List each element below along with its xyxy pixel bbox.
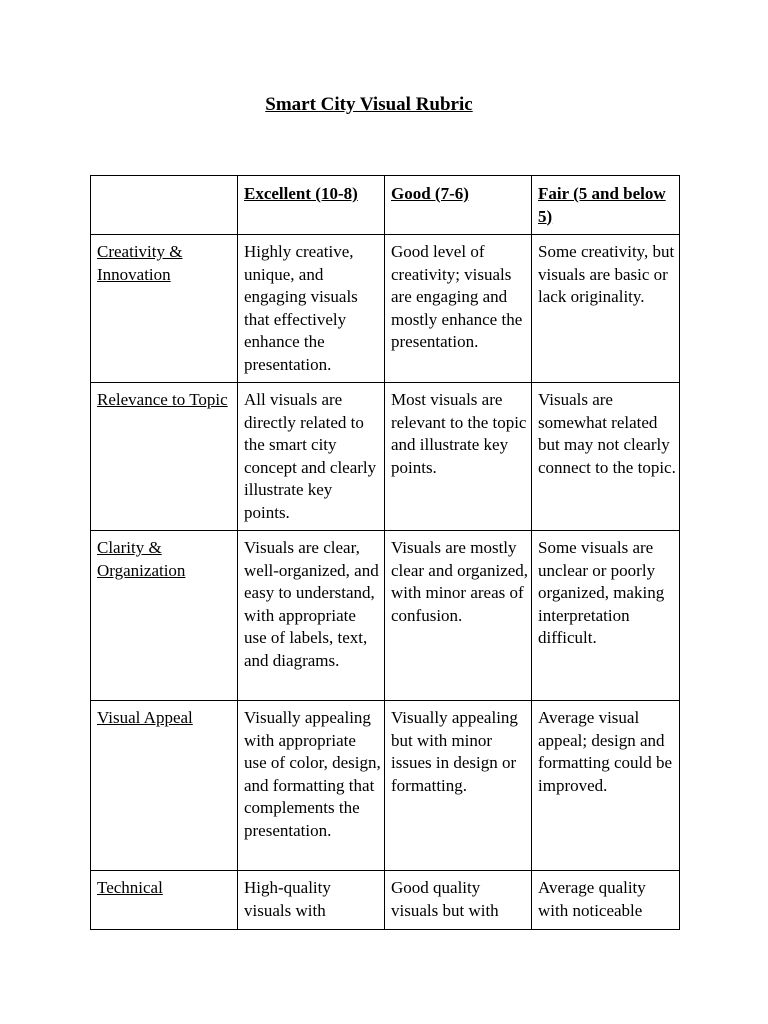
criterion-visual-appeal: Visual Appeal (91, 701, 238, 871)
header-good: Good (7-6) (385, 176, 532, 235)
criterion-creativity: Creativity & Innovation (91, 235, 238, 383)
header-corner-cell (91, 176, 238, 235)
cell-fair-text: Average quality with noticeable (538, 878, 646, 920)
table-row (91, 531, 680, 701)
page-title: Smart City Visual Rubric (265, 94, 473, 115)
header-excellent: Excellent (10-8) (238, 176, 385, 235)
table-header-row (91, 176, 680, 235)
cell-good: Good level of creativity; visuals are engaging and mostly enhance the presentation. (385, 235, 532, 383)
cell-excellent: Highly creative, unique, and engaging visuals that effectively enhance the presentation. (238, 235, 385, 383)
table-row (91, 235, 680, 383)
cell-excellent (238, 871, 385, 930)
cell-fair: Some creativity, but visuals are basic or lack originality. (532, 235, 680, 383)
criterion-technical-label: Technical (97, 878, 163, 897)
rubric-table (90, 175, 680, 930)
header-fair: Fair (5 and below 5) (532, 176, 680, 235)
table-row (91, 871, 680, 930)
cell-good-text: Good quality visuals but with (391, 878, 499, 920)
table-row (91, 383, 680, 531)
cell-good (385, 871, 532, 930)
cell-fair: Visuals are somewhat related but may not clearly connect to the topic. (532, 383, 680, 531)
cell-fair: Average visual appeal; design and formatting could be improved. (532, 701, 680, 871)
cell-fair: Some visuals are unclear or poorly organized, making interpretation difficult. (532, 531, 680, 701)
cell-good: Most visuals are relevant to the topic and illustrate key points. (385, 383, 532, 531)
table-row (91, 701, 680, 871)
cell-excellent: Visuals are clear, well-organized, and easy to understand, with appropriate use of labels, text, and diagrams. (238, 531, 385, 701)
cell-excellent: Visually appealing with appropriate use of color, design, and formatting that complements the presentation. (238, 701, 385, 871)
cell-good: Visuals are mostly clear and organized, with minor areas of confusion. (385, 531, 532, 701)
cell-excellent: All visuals are directly related to the smart city concept and clearly illustrate key points. (238, 383, 385, 531)
criterion-relevance: Relevance to Topic (91, 383, 238, 531)
criterion-clarity: Clarity & Organization (91, 531, 238, 701)
cell-excellent-text: High-quality visuals with (244, 878, 331, 920)
criterion-technical (91, 871, 238, 930)
cell-fair (532, 871, 680, 930)
cell-good: Visually appealing but with minor issues in design or formatting. (385, 701, 532, 871)
